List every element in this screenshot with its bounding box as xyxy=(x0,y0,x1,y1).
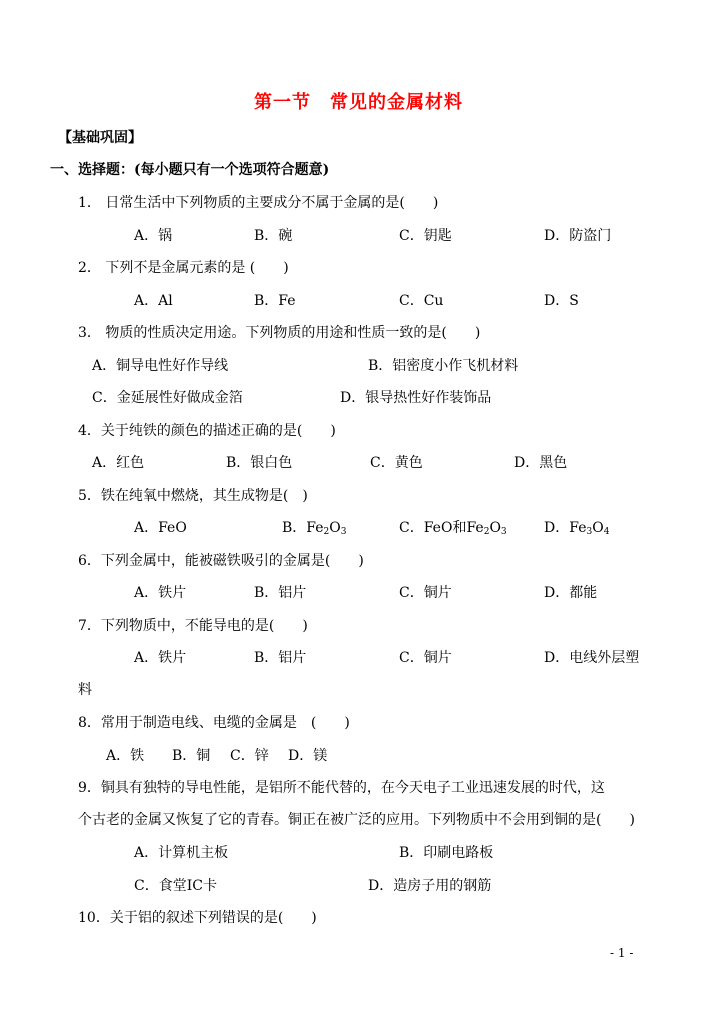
question-8-option-a: A．铁 xyxy=(106,748,145,764)
question-5-option-a: A．FeO xyxy=(134,520,187,536)
question-2-option-a: A．Al xyxy=(134,293,173,309)
question-5-stem: 5．铁在纯氧中燃烧，其生成物是( ) xyxy=(78,488,308,504)
question-3-option-d: D．银导热性好作装饰品 xyxy=(340,390,492,406)
question-9-option-d: D．造房子用的钢筋 xyxy=(368,878,492,894)
question-2-option-b: B．Fe xyxy=(254,293,296,309)
question-4-option-a: A．红色 xyxy=(92,455,145,471)
question-2-stem: 2． 下列不是金属元素的是 ( ) xyxy=(78,260,289,276)
question-3-option-b: B．铝密度小作飞机材料 xyxy=(368,358,519,374)
question-1-stem: 1． 日常生活中下列物质的主要成分不属于金属的是( ) xyxy=(78,195,439,211)
question-8-option-d: D．镁 xyxy=(288,748,328,764)
question-9-stem-continued: 个古老的金属又恢复了它的青春。铜正在被广泛的应用。下列物质中不会用到铜的是( ) xyxy=(78,812,635,828)
question-3-option-a: A．铜导电性好作导线 xyxy=(92,358,229,374)
question-6-option-c: C．铜片 xyxy=(399,585,452,601)
question-4-stem: 4．关于纯铁的颜色的描述正确的是( ) xyxy=(78,423,336,439)
question-4-option-c: C．黄色 xyxy=(370,455,423,471)
question-6-stem: 6．下列金属中，能被磁铁吸引的金属是( ) xyxy=(78,553,364,569)
question-2-option-d: D．S xyxy=(544,293,579,309)
question-4-option-b: B．银白色 xyxy=(226,455,293,471)
page-number: - 1 - xyxy=(610,946,634,960)
question-5-option-c: C．FeO和$Fe_2O_3$ xyxy=(399,520,507,537)
question-9-option-c: C．食堂IC卡 xyxy=(134,878,217,894)
question-6-option-a: A．铁片 xyxy=(134,585,187,601)
question-4-option-d: D．黑色 xyxy=(514,455,568,471)
question-7-option-c: C．铜片 xyxy=(399,650,452,666)
question-1-option-b: B．碗 xyxy=(254,228,293,244)
question-10-stem: 10．关于铝的叙述下列错误的是( ) xyxy=(78,910,317,926)
question-8-stem: 8．常用于制造电线、电缆的金属是 ( ) xyxy=(78,715,350,731)
question-7-option-b: B．铝片 xyxy=(254,650,307,666)
question-5-option-b: B．$Fe_2O_3$ xyxy=(282,520,347,537)
question-7-stem: 7．下列物质中，不能导电的是( ) xyxy=(78,618,308,634)
section-heading: 【基础巩固】 xyxy=(58,130,142,146)
question-3-stem: 3． 物质的性质决定用途。下列物质的用途和性质一致的是( ) xyxy=(78,325,481,341)
question-7-option-d-wrap: 料 xyxy=(78,682,92,698)
page-title: 第一节 常见的金属材料 xyxy=(254,92,463,113)
question-2-option-c: C．Cu xyxy=(399,293,444,309)
question-3-option-c: C．金延展性好做成金箔 xyxy=(92,390,243,406)
question-6-option-b: B．铝片 xyxy=(254,585,307,601)
question-1-option-a: A．锅 xyxy=(134,228,173,244)
question-1-option-c: C．钥匙 xyxy=(399,228,452,244)
question-9-option-a: A．计算机主板 xyxy=(134,845,229,861)
question-9-option-b: B．印刷电路板 xyxy=(399,845,494,861)
question-6-option-d: D．都能 xyxy=(544,585,598,601)
question-1-option-d: D．防盗门 xyxy=(544,228,612,244)
question-8-option-c: C．锌 xyxy=(230,748,269,764)
question-7-option-d: D．电线外层塑 xyxy=(544,650,640,666)
question-7-option-a: A．铁片 xyxy=(134,650,187,666)
question-5-option-d: D．$Fe_3O_4$ xyxy=(544,520,610,537)
question-8-option-b: B．铜 xyxy=(172,748,211,764)
part-heading: 一、选择题：(每小题只有一个选项符合题意) xyxy=(50,162,330,178)
question-9-stem: 9．铜具有独特的导电性能，是铝所不能代替的，在今天电子工业迅速发展的时代，这 xyxy=(78,780,605,796)
